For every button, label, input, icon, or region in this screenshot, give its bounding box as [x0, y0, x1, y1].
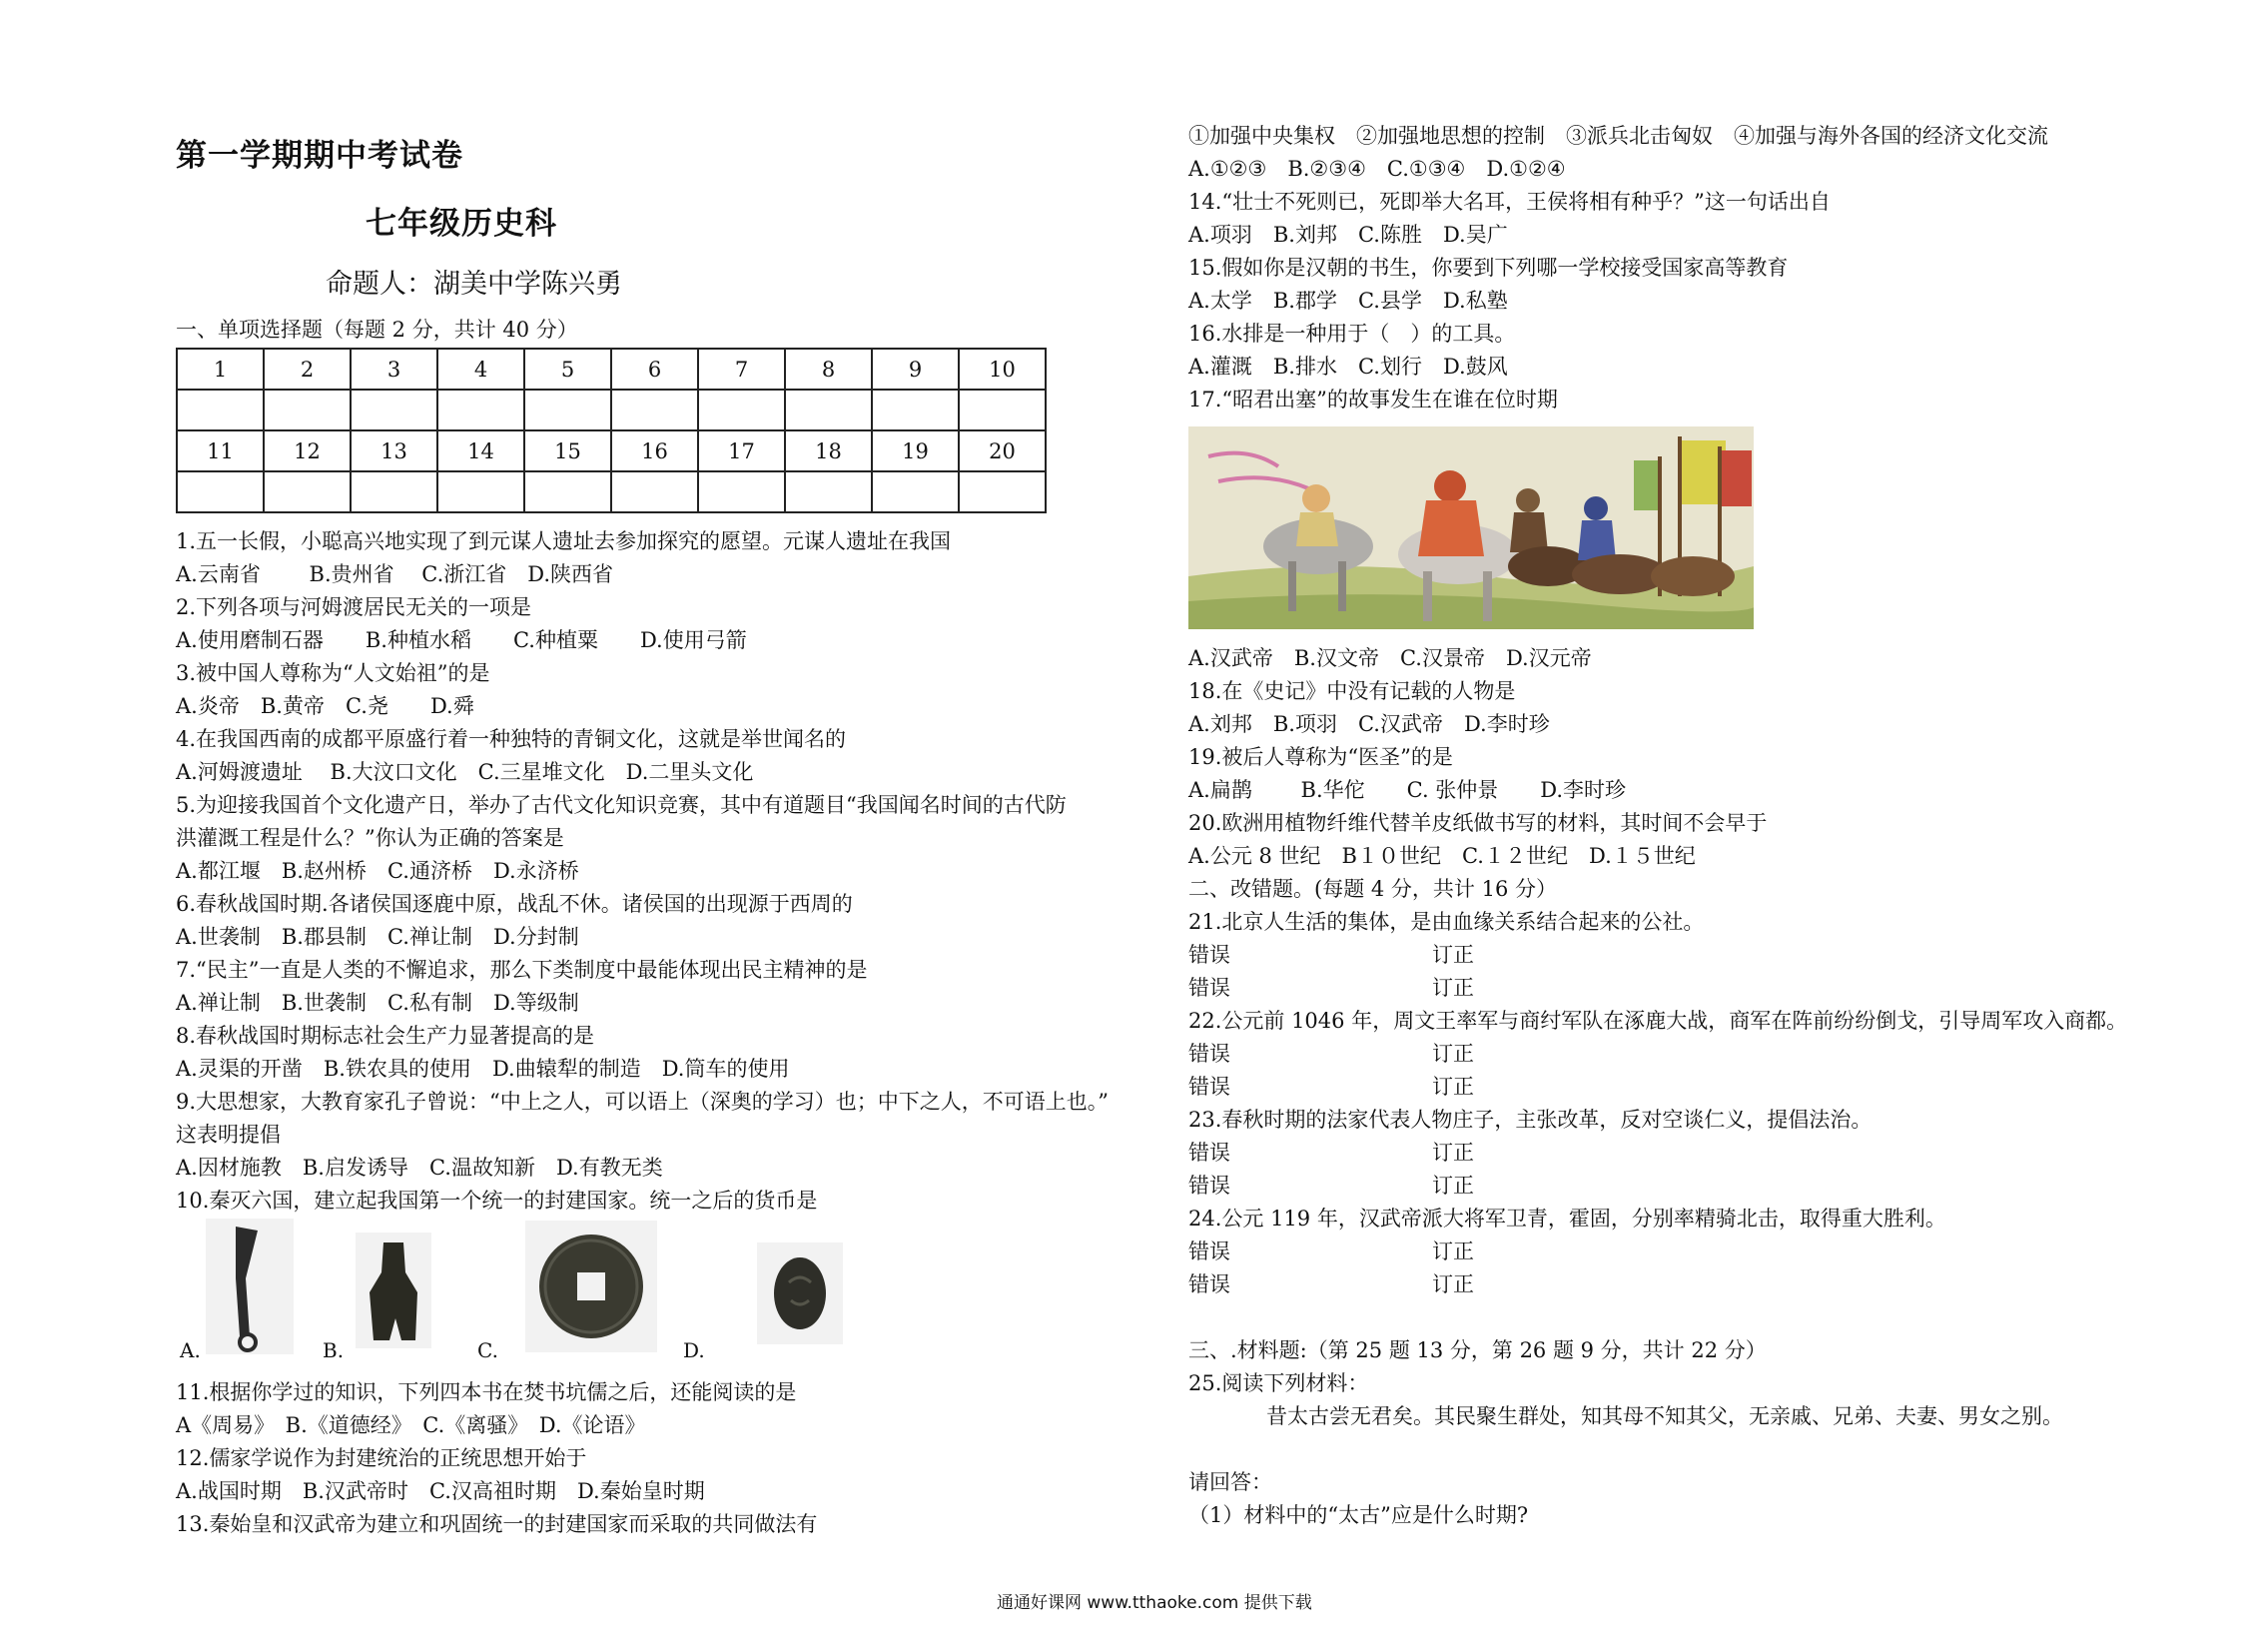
question-line: 8.春秋战国时期标志社会生产力显著提高的是 [176, 1024, 595, 1048]
answer-blank-cell [872, 471, 959, 512]
wrong-label: 错误 [1188, 943, 1230, 967]
question-line: 18.在《史记》中没有记载的人物是 [1188, 679, 1516, 703]
question-line: 24.公元 119 年，汉武帝派大将军卫青，霍固，分别率精骑北击，取得重大胜利。 [1188, 1207, 1946, 1231]
question-line: 洪灌溉工程是什么？”你认为正确的答案是 [176, 826, 564, 850]
coin-label: B. [323, 1338, 345, 1362]
answer-table-header-row [177, 349, 1046, 390]
section3-heading: 三、.材料题:（第 25 题 13 分，第 26 题 9 分，共计 22 分） [1188, 1338, 1767, 1362]
answer-cell-label: 10 [959, 349, 1046, 390]
fix-label: 订正 [1432, 1174, 1474, 1198]
question-line: A.扁鹊 B.华佗 C. 张仲景 D.李时珍 [1188, 778, 1627, 802]
answer-blank-cell [351, 471, 437, 512]
question-line: A.灌溉 B.排水 C.划行 D.鼓风 [1188, 355, 1508, 379]
question-line: A.云南省 B.贵州省 C.浙江省 D.陕西省 [176, 562, 614, 586]
question-line: A.汉武帝 B.汉文帝 C.汉景帝 D.汉元帝 [1188, 646, 1592, 670]
question-line: A.世袭制 B.郡县制 C.禅让制 D.分封制 [176, 925, 579, 949]
answer-blank-cell [524, 471, 611, 512]
answer-table-blank-row [177, 390, 1046, 430]
answer-blank-cell [177, 390, 264, 430]
answer-blank-cell [177, 471, 264, 512]
question-line: A.刘邦 B.项羽 C.汉武帝 D.李时珍 [1188, 712, 1550, 736]
footer-source: 通通好课网 www.tthaoke.com 提供下载 [997, 1593, 1312, 1613]
answer-cell-label: 20 [959, 430, 1046, 471]
answer-cell-label: 14 [437, 430, 524, 471]
answer-cell-label: 6 [611, 349, 698, 390]
answer-cell-label: 12 [264, 430, 351, 471]
question-line: 12.儒家学说作为封建统治的正统思想开始于 [176, 1446, 587, 1470]
round-coin-image [525, 1221, 657, 1352]
wrong-label: 错误 [1188, 1075, 1230, 1099]
fix-label: 订正 [1432, 1141, 1474, 1165]
question-line: 11.根据你学过的知识，下列四本书在焚书坑儒之后，还能阅读的是 [176, 1380, 797, 1404]
question-line: A《周易》 B.《道德经》 C.《离骚》 D.《论语》 [176, 1413, 646, 1437]
question-line: 3.被中国人尊称为“人文始祖”的是 [176, 661, 490, 685]
question-line: 4.在我国西南的成都平原盛行着一种独特的青铜文化，这就是举世闻名的 [176, 727, 847, 751]
answer-blank-cell [264, 471, 351, 512]
answer-cell-label: 11 [177, 430, 264, 471]
answer-blank-cell [959, 390, 1046, 430]
answer-cell-label: 3 [351, 349, 437, 390]
answer-blank-cell [698, 390, 785, 430]
question-line: 21.北京人生活的集体，是由血缘关系结合起来的公社。 [1188, 910, 1705, 934]
question-line: 16.水排是一种用于（ ）的工具。 [1188, 322, 1516, 346]
question-line: 22.公元前 1046 年，周文王率军与商纣军队在涿鹿大战，商军在阵前纷纷倒戈，引导周军攻入商都。 [1188, 1009, 2128, 1033]
question-line: 23.春秋时期的法家代表人物庄子，主张改革，反对空谈仁义，提倡法治。 [1188, 1108, 1872, 1132]
answer-table [176, 348, 1047, 513]
question-line: ①加强中央集权 ②加强地思想的控制 ③派兵北击匈奴 ④加强与海外各国的经济文化交流 [1188, 124, 2048, 148]
wrong-label: 错误 [1188, 1174, 1230, 1198]
question-line: A.项羽 B.刘邦 C.陈胜 D.吴广 [1188, 223, 1508, 247]
question-line: A.灵渠的开凿 B.铁农具的使用 D.曲辕犁的制造 D.筒车的使用 [176, 1057, 790, 1081]
coin-label: D. [683, 1338, 705, 1362]
question-line: A.炎帝 B.黄帝 C.尧 D.舜 [176, 694, 474, 718]
answer-cell-label: 2 [264, 349, 351, 390]
answer-blank-cell [785, 471, 872, 512]
answer-cell-label: 13 [351, 430, 437, 471]
answer-cell-label: 18 [785, 430, 872, 471]
question-line: 20.欧洲用植物纤维代替羊皮纸做书写的材料，其时间不会早于 [1188, 811, 1768, 835]
answer-cell-label: 16 [611, 430, 698, 471]
fix-label: 订正 [1432, 1239, 1474, 1263]
question-line: A.战国时期 B.汉武帝时 C.汉高祖时期 D.秦始皇时期 [176, 1479, 705, 1503]
coin-label: A. [180, 1338, 201, 1362]
question-line: 10.秦灭六国，建立起我国第一个统一的封建国家。统一之后的货币是 [176, 1189, 818, 1213]
section1-heading: 一、单项选择题（每题 2 分，共计 40 分） [176, 318, 578, 342]
question-line: 25.阅读下列材料： [1188, 1371, 1369, 1395]
answer-prompt: 请回答： [1188, 1470, 1272, 1494]
question-line: A.都江堰 B.赵州桥 C.通济桥 D.永济桥 [176, 859, 579, 883]
zhaojun-illustration [1188, 426, 1754, 629]
question-line: A.河姆渡遗址 B.大汶口文化 C.三星堆文化 D.二里头文化 [176, 760, 754, 784]
exam-author: 命题人：湖美中学陈兴勇 [326, 269, 622, 300]
answer-cell-label: 4 [437, 349, 524, 390]
question-line: 2.下列各项与河姆渡居民无关的一项是 [176, 595, 532, 619]
question-line: A.使用磨制石器 B.种植水稻 C.种植粟 D.使用弓箭 [176, 628, 747, 652]
question-line: 19.被后人尊称为“医圣”的是 [1188, 745, 1453, 769]
answer-cell-label: 15 [524, 430, 611, 471]
question-line: A.因材施教 B.启发诱导 C.温故知新 D.有教无类 [176, 1156, 663, 1180]
answer-blank-cell [437, 471, 524, 512]
wrong-label: 错误 [1188, 1141, 1230, 1165]
wrong-label: 错误 [1188, 1042, 1230, 1066]
answer-cell-label: 5 [524, 349, 611, 390]
answer-blank-cell [524, 390, 611, 430]
exam-subtitle: 七年级历史科 [366, 206, 557, 242]
wrong-label: 错误 [1188, 976, 1230, 1000]
answer-blank-cell [351, 390, 437, 430]
question-line: 5.为迎接我国首个文化遗产日，举办了古代文化知识竞赛，其中有道题目“我国闻名时间的古代防 [176, 793, 1067, 817]
question-line: A.禅让制 B.世袭制 C.私有制 D.等级制 [176, 991, 579, 1015]
answer-cell-label: 8 [785, 349, 872, 390]
answer-blank-cell [437, 390, 524, 430]
spade-coin-image [356, 1233, 431, 1348]
fix-label: 订正 [1432, 1272, 1474, 1296]
question-line: 1.五一长假，小聪高兴地实现了到元谋人遗址去参加探究的愿望。元谋人遗址在我国 [176, 529, 952, 553]
answer-cell-label: 7 [698, 349, 785, 390]
answer-blank-cell [611, 471, 698, 512]
coin-label: C. [477, 1338, 498, 1362]
question-line: 15.假如你是汉朝的书生，你要到下列哪一学校接受国家高等教育 [1188, 256, 1789, 280]
section2-heading: 二、改错题。(每题 4 分，共计 16 分） [1188, 877, 1557, 901]
answer-table-blank-row [177, 471, 1046, 512]
material-text: 昔太古尝无君矣。其民聚生群处，知其母不知其父，无亲戚、兄弟、夫妻、男女之别。 [1266, 1404, 2063, 1428]
answer-cell-label: 19 [872, 430, 959, 471]
fix-label: 订正 [1432, 976, 1474, 1000]
question-line: A.太学 B.郡学 C.县学 D.私塾 [1188, 289, 1508, 313]
answer-cell-label: 9 [872, 349, 959, 390]
knife-coin-image [206, 1219, 294, 1354]
question-line: 6.春秋战国时期.各诸侯国逐鹿中原，战乱不休。诸侯国的出现源于西周的 [176, 892, 853, 916]
answer-cell-label: 17 [698, 430, 785, 471]
question-line: 14.“壮士不死则已，死即举大名耳，王侯将相有种乎？”这一句话出自 [1188, 190, 1831, 214]
question-line: A.公元 8 世纪 B１０世纪 C.１２世纪 D.１５世纪 [1188, 844, 1696, 868]
fix-label: 订正 [1432, 943, 1474, 967]
answer-cell-label: 1 [177, 349, 264, 390]
fix-label: 订正 [1432, 1075, 1474, 1099]
answer-blank-cell [959, 471, 1046, 512]
answer-table-header-row [177, 430, 1046, 471]
answer-blank-cell [785, 390, 872, 430]
question-line: 13.秦始皇和汉武帝为建立和巩固统一的封建国家而采取的共同做法有 [176, 1512, 818, 1536]
exam-title: 第一学期期中考试卷 [176, 138, 463, 174]
answer-blank-cell [698, 471, 785, 512]
question-line: A.①②③ B.②③④ C.①③④ D.①②④ [1188, 157, 1566, 181]
sub-question: （1）材料中的“太古”应是什么时期? [1188, 1503, 1529, 1527]
fix-label: 订正 [1432, 1042, 1474, 1066]
question-line: 这表明提倡 [176, 1123, 281, 1147]
answer-blank-cell [264, 390, 351, 430]
question-line: 7.“民主”一直是人类的不懈追求，那么下类制度中最能体现出民主精神的是 [176, 958, 868, 982]
question-line: 17.“昭君出塞”的故事发生在谁在位时期 [1188, 388, 1558, 412]
question-line: 9.大思想家，大教育家孔子曾说：“中上之人，可以语上（深奥的学习）也；中下之人，不可语上也。” [176, 1090, 1110, 1114]
answer-blank-cell [611, 390, 698, 430]
answer-blank-cell [872, 390, 959, 430]
wrong-label: 错误 [1188, 1272, 1230, 1296]
ant-nose-coin-image [757, 1242, 843, 1344]
wrong-label: 错误 [1188, 1239, 1230, 1263]
